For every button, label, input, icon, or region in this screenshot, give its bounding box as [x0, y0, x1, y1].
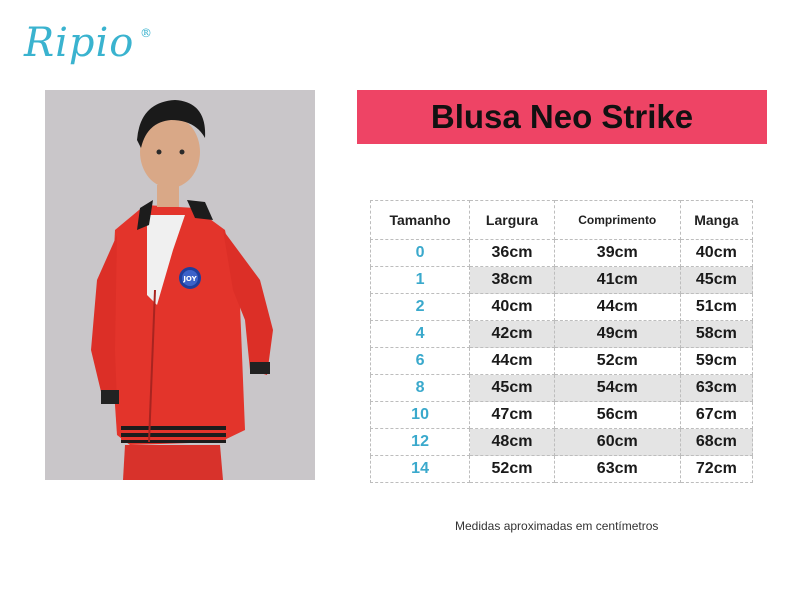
header-manga: Manga [680, 201, 752, 240]
sleeve-cell: 45cm [680, 267, 752, 294]
size-cell: 6 [371, 348, 470, 375]
width-cell: 45cm [470, 375, 555, 402]
sleeve-cell: 40cm [680, 240, 752, 267]
header-comprimento: Comprimento [554, 201, 680, 240]
sleeve-cell: 67cm [680, 402, 752, 429]
sleeve-cell: 72cm [680, 456, 752, 483]
product-title: Blusa Neo Strike [430, 98, 694, 135]
sleeve-cell: 58cm [680, 321, 752, 348]
size-cell: 8 [371, 375, 470, 402]
length-cell: 44cm [554, 294, 680, 321]
sleeve-cell: 51cm [680, 294, 752, 321]
length-cell: 41cm [554, 267, 680, 294]
header-tamanho: Tamanho [371, 201, 470, 240]
width-cell: 36cm [470, 240, 555, 267]
sleeve-cell: 59cm [680, 348, 752, 375]
table-row [371, 375, 753, 402]
sleeve-cell: 68cm [680, 429, 752, 456]
size-cell: 2 [371, 294, 470, 321]
table-row [371, 267, 753, 294]
width-cell: 44cm [470, 348, 555, 375]
length-cell: 63cm [554, 456, 680, 483]
size-cell: 1 [371, 267, 470, 294]
table-row [371, 294, 753, 321]
badge-text: JOY [183, 275, 197, 283]
length-cell: 52cm [554, 348, 680, 375]
measurements-note: Medidas aproximadas em centímetros [455, 519, 659, 533]
size-cell: 12 [371, 429, 470, 456]
length-cell: 49cm [554, 321, 680, 348]
length-cell: 39cm [554, 240, 680, 267]
length-cell: 60cm [554, 429, 680, 456]
length-cell: 54cm [554, 375, 680, 402]
width-cell: 47cm [470, 402, 555, 429]
length-cell: 56cm [554, 402, 680, 429]
width-cell: 42cm [470, 321, 555, 348]
width-cell: 40cm [470, 294, 555, 321]
width-cell: 38cm [470, 267, 555, 294]
table-row [371, 456, 753, 483]
title-banner [357, 90, 767, 144]
table-row [371, 321, 753, 348]
size-cell: 0 [371, 240, 470, 267]
size-cell: 4 [371, 321, 470, 348]
table-row [371, 402, 753, 429]
header-largura: Largura [470, 201, 555, 240]
size-cell: 14 [371, 456, 470, 483]
brand-name: Ripio [24, 20, 135, 66]
size-cell: 10 [371, 402, 470, 429]
table-row [371, 348, 753, 375]
boy-in-red-jacket-illustration [45, 90, 315, 480]
width-cell: 48cm [470, 429, 555, 456]
product-photo [45, 90, 315, 480]
width-cell: 52cm [470, 456, 555, 483]
table-header-row [371, 201, 753, 240]
table-row [371, 240, 753, 267]
size-table [370, 200, 753, 483]
registered-mark: ® [140, 26, 153, 40]
table-row [371, 429, 753, 456]
sleeve-cell: 63cm [680, 375, 752, 402]
brand-logo [24, 20, 153, 66]
